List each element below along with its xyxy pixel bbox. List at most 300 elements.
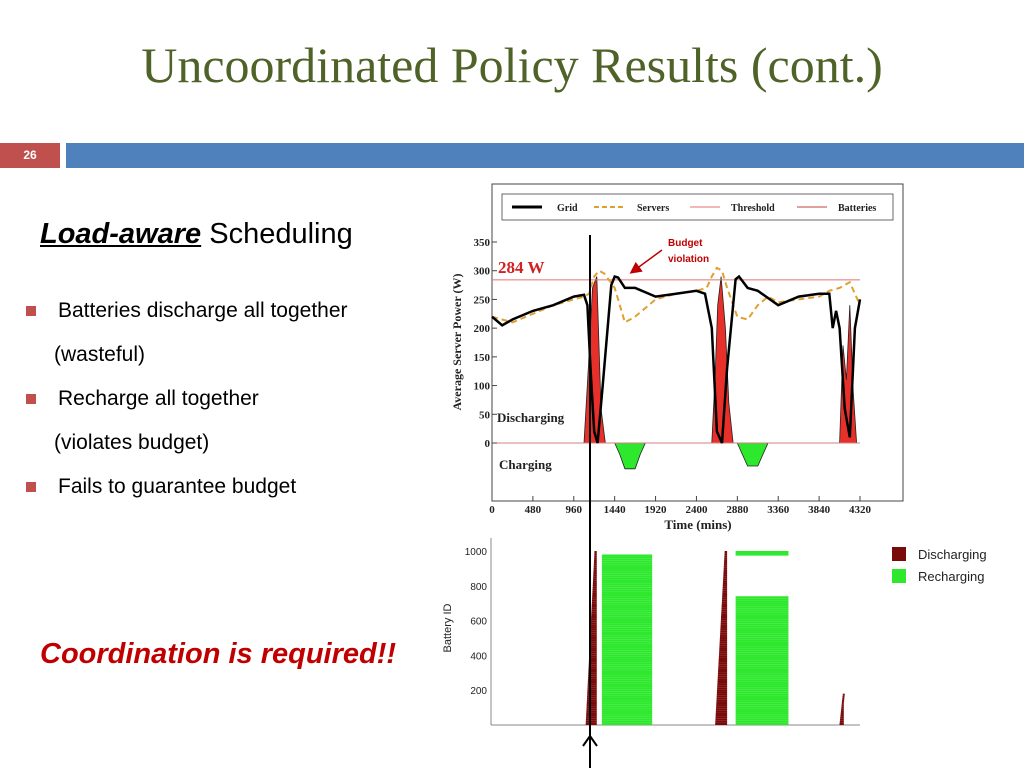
battery-bar: [722, 591, 727, 593]
battery-bar: [723, 585, 727, 587]
battery-y-label: Battery ID: [442, 603, 454, 653]
battery-bar: [841, 710, 844, 712]
battery-bar: [736, 636, 789, 638]
battery-bar: [718, 679, 728, 681]
battery-bar: [718, 666, 727, 668]
battery-bar: [736, 627, 789, 629]
battery-bar: [716, 717, 728, 719]
battery-bar: [724, 570, 728, 572]
battery-bar: [723, 589, 728, 591]
battery-bar: [593, 587, 597, 589]
battery-bar: [593, 582, 597, 584]
battery-bar: [602, 708, 652, 710]
battery-bar: [736, 632, 789, 634]
battery-bar: [720, 639, 727, 641]
battery-bar: [722, 603, 727, 605]
battery-bar: [719, 662, 728, 664]
battery-bar: [586, 712, 597, 714]
battery-bar: [602, 681, 652, 683]
power-y-tick: 50: [479, 409, 490, 422]
battery-bar: [736, 661, 789, 663]
battery-bar: [602, 621, 652, 623]
battery-bar: [717, 698, 728, 700]
battery-bar: [586, 710, 596, 712]
power-y-tick: 0: [484, 438, 490, 450]
battery-bar: [715, 723, 727, 725]
power-y-tick: 100: [473, 380, 490, 393]
battery-bar: [722, 608, 728, 610]
battery-bar: [719, 658, 727, 660]
battery-bar: [592, 593, 596, 595]
battery-bar: [718, 670, 727, 672]
battery-bar: [602, 606, 652, 608]
budget-violation-label-2: violation: [668, 254, 710, 265]
battery-bar: [719, 660, 727, 662]
recharging-block: [602, 554, 652, 725]
battery-bar: [594, 551, 596, 553]
battery-bar: [602, 615, 652, 617]
bullet-text: Batteries discharge all together: [58, 299, 348, 322]
battery-bar: [602, 696, 652, 698]
battery-bar: [602, 573, 652, 575]
battery-bar: [736, 605, 789, 607]
battery-bar: [591, 616, 597, 618]
battery-bar: [723, 582, 727, 584]
recharging-block: [736, 551, 789, 556]
battery-bar: [720, 629, 727, 631]
battery-bar: [602, 559, 652, 561]
battery-bar: [736, 656, 789, 658]
battery-bar: [602, 648, 652, 650]
battery-bar: [602, 582, 652, 584]
battery-bar: [594, 568, 597, 570]
discharging-block: [840, 694, 845, 725]
battery-bar: [602, 717, 652, 719]
battery-bar: [602, 627, 652, 629]
threshold-label: 284 W: [498, 258, 545, 277]
battery-bar: [602, 658, 652, 660]
battery-bar: [721, 614, 727, 616]
battery-bar: [591, 612, 596, 614]
battery-bar: [736, 623, 789, 625]
battery-bar: [591, 626, 597, 628]
battery-bar: [602, 694, 652, 696]
battery-bar: [602, 636, 652, 638]
slide-number: 26: [0, 143, 60, 168]
battery-bar: [602, 604, 652, 606]
battery-bar: [602, 667, 652, 669]
battery-bar: [842, 700, 844, 702]
battery-bar: [719, 650, 727, 652]
battery-bar: [736, 706, 789, 708]
battery-bar: [736, 607, 789, 609]
battery-bar: [718, 675, 727, 677]
battery-bar: [840, 717, 844, 719]
battery-bar: [602, 665, 652, 667]
battery-bar: [724, 566, 727, 568]
battery-bar: [725, 551, 728, 553]
slide-title: Uncoordinated Policy Results (cont.): [141, 37, 883, 93]
battery-bar: [594, 553, 596, 555]
battery-bar: [593, 576, 597, 578]
battery-bar: [736, 681, 789, 683]
battery-bar: [602, 586, 652, 588]
battery-bar: [593, 572, 596, 574]
battery-bar: [602, 688, 652, 690]
budget-violation-label: Budget: [668, 238, 703, 249]
battery-bar: [736, 646, 789, 648]
battery-bar: [736, 702, 789, 704]
battery-bar: [718, 677, 727, 679]
battery-bar: [723, 574, 727, 576]
battery-bar: [736, 723, 789, 725]
battery-bar: [602, 650, 652, 652]
battery-bar: [720, 637, 727, 639]
battery-bar: [602, 619, 652, 621]
battery-bar: [723, 578, 727, 580]
battery-bar: [591, 618, 597, 620]
battery-bar: [602, 663, 652, 665]
battery-bar: [594, 555, 597, 557]
battery-bar: [602, 609, 652, 611]
battery-bar: [586, 721, 597, 723]
battery-bar: [736, 629, 789, 631]
battery-bar: [736, 621, 789, 623]
battery-bar: [592, 603, 597, 605]
battery-bar: [602, 719, 652, 721]
battery-bar: [602, 584, 652, 586]
battery-y-tick: 400: [470, 651, 487, 663]
battery-bar: [717, 696, 727, 698]
battery-bar: [719, 652, 727, 654]
battery-bar: [717, 689, 727, 691]
battery-bar: [717, 681, 727, 683]
battery-bar: [736, 719, 789, 721]
battery-bar: [591, 624, 597, 626]
battery-bar: [736, 611, 789, 613]
battery-bar: [602, 644, 652, 646]
battery-bar: [587, 698, 597, 700]
battery-bar: [736, 663, 789, 665]
battery-bar: [594, 566, 597, 568]
battery-bar: [602, 594, 652, 596]
power-y-tick: 350: [473, 237, 490, 249]
power-x-label: Time (mins): [664, 517, 732, 532]
battery-bar: [736, 619, 789, 621]
battery-bar: [602, 715, 652, 717]
battery-bar: [736, 692, 789, 694]
battery-bar: [722, 593, 727, 595]
battery-bar: [721, 610, 727, 612]
battery-bar: [736, 673, 789, 675]
power-x-tick: 3360: [767, 504, 790, 516]
battery-bar: [736, 659, 789, 661]
battery-bar: [602, 602, 652, 604]
battery-bar: [602, 679, 652, 681]
battery-bar: [736, 650, 789, 652]
battery-bar: [602, 567, 652, 569]
battery-bar: [736, 715, 789, 717]
battery-bar: [602, 675, 652, 677]
battery-bar: [736, 615, 789, 617]
battery-bar: [718, 673, 727, 675]
bullet-text: Recharge all together: [58, 387, 259, 410]
battery-bar: [602, 598, 652, 600]
battery-bar: [717, 691, 727, 693]
battery-bar: [736, 652, 789, 654]
battery-bar: [602, 723, 652, 725]
battery-bar: [586, 723, 597, 725]
battery-bar: [602, 640, 652, 642]
battery-bar: [723, 576, 727, 578]
legend-swatch: [892, 547, 906, 561]
discharging-block: [586, 551, 597, 725]
battery-bar: [719, 647, 727, 649]
battery-bar: [602, 669, 652, 671]
battery-bar: [724, 568, 727, 570]
battery-bar: [736, 671, 789, 673]
battery-plot-area: [491, 538, 860, 725]
battery-bar: [736, 690, 789, 692]
battery-bar: [717, 685, 727, 687]
battery-bar: [602, 629, 652, 631]
battery-bar: [593, 589, 597, 591]
battery-bar: [840, 723, 844, 725]
battery-bar: [602, 698, 652, 700]
battery-bar: [717, 687, 727, 689]
battery-bar: [736, 648, 789, 650]
battery-bar: [720, 626, 727, 628]
power-x-tick: 3840: [808, 504, 831, 516]
coordination-callout: Coordination is required!!: [40, 638, 397, 670]
battery-bar: [602, 671, 652, 673]
battery-bar: [736, 713, 789, 715]
battery-bar: [602, 613, 652, 615]
battery-bar: [602, 654, 652, 656]
battery-bar: [736, 609, 789, 611]
battery-bar: [840, 719, 844, 721]
battery-y-tick: 1000: [464, 547, 487, 558]
battery-bar: [716, 700, 727, 702]
battery-bar: [720, 631, 727, 633]
battery-bar: [586, 717, 597, 719]
battery-bar: [724, 557, 727, 559]
battery-bar: [736, 669, 789, 671]
battery-bar: [721, 618, 727, 620]
battery-bar: [721, 616, 727, 618]
battery-bar: [718, 668, 727, 670]
battery-bar: [594, 561, 597, 563]
battery-bar: [591, 622, 597, 624]
legend-label: Grid: [557, 203, 578, 214]
battery-bar: [602, 642, 652, 644]
battery-bar: [736, 634, 789, 636]
battery-bar: [721, 624, 728, 626]
battery-bar: [722, 606, 727, 608]
battery-bar: [716, 710, 727, 712]
battery-bar: [593, 574, 596, 576]
battery-bar: [602, 652, 652, 654]
battery-bar: [592, 601, 597, 603]
legend-label: Batteries: [838, 203, 877, 214]
battery-bar: [841, 708, 844, 710]
battery-bar: [840, 715, 843, 717]
battery-bar: [590, 637, 597, 639]
battery-bar: [587, 689, 596, 691]
battery-bar: [715, 719, 727, 721]
battery-bar: [594, 557, 597, 559]
battery-bar: [590, 635, 597, 637]
battery-bar: [840, 721, 844, 723]
power-x-tick: 1920: [644, 504, 667, 516]
battery-axis-ticks: [465, 547, 488, 697]
battery-bar: [590, 633, 596, 635]
battery-bar: [716, 706, 727, 708]
battery-bar: [602, 590, 652, 592]
battery-bar: [842, 698, 844, 700]
battery-bar: [721, 622, 727, 624]
battery-bar: [602, 673, 652, 675]
power-x-tick: 0: [489, 504, 495, 516]
battery-bar: [736, 665, 789, 667]
battery-bar: [843, 694, 845, 696]
battery-bar: [602, 577, 652, 579]
battery-bar: [842, 702, 844, 704]
battery-bar: [602, 721, 652, 723]
power-y-tick: 200: [473, 323, 490, 336]
power-y-label: Average Server Power (W): [450, 273, 464, 411]
battery-bar: [841, 712, 844, 714]
battery-bar: [736, 640, 789, 642]
battery-bar: [720, 633, 727, 635]
battery-bar: [723, 587, 727, 589]
heading-rest: Scheduling: [201, 218, 353, 250]
battery-bar: [593, 585, 597, 587]
power-x-tick: 4320: [849, 504, 871, 516]
battery-bar: [736, 700, 789, 702]
battery-bar: [736, 708, 789, 710]
battery-bar: [593, 578, 597, 580]
battery-y-tick: 600: [470, 616, 487, 628]
battery-bar: [602, 579, 652, 581]
battery-bar: [721, 620, 727, 622]
legend-label: Servers: [637, 203, 670, 214]
battery-bar: [602, 565, 652, 567]
battery-bar: [736, 710, 789, 712]
battery-bar: [736, 625, 789, 627]
battery-bar: [587, 691, 596, 693]
power-y-tick: 300: [473, 265, 490, 278]
battery-bar: [722, 595, 727, 597]
battery-bar: [736, 677, 789, 679]
charging-label: Charging: [499, 457, 552, 472]
battery-bar: [602, 563, 652, 565]
battery-bar: [602, 634, 652, 636]
battery-bar: [736, 638, 789, 640]
battery-bar: [602, 571, 652, 573]
bullet-continuation: (violates budget): [54, 431, 210, 454]
battery-bar: [602, 702, 652, 704]
battery-bar: [587, 706, 597, 708]
battery-bar: [736, 698, 789, 700]
battery-bar: [591, 629, 597, 631]
power-x-tick: 1440: [603, 504, 626, 516]
battery-bar: [591, 610, 596, 612]
battery-bar: [592, 597, 597, 599]
battery-bar: [602, 617, 652, 619]
battery-bar: [736, 598, 789, 600]
power-y-tick: 250: [473, 294, 490, 307]
battery-bar: [842, 704, 844, 706]
battery-bar: [602, 661, 652, 663]
battery-bar: [602, 677, 652, 679]
battery-bar: [717, 694, 727, 696]
battery-bar: [602, 596, 652, 598]
battery-bar: [736, 613, 789, 615]
battery-bar: [736, 694, 789, 696]
battery-bar: [587, 700, 597, 702]
battery-bar: [724, 564, 727, 566]
legend-label: Discharging: [918, 547, 987, 562]
battery-bar: [716, 715, 727, 717]
battery-legend: [892, 547, 987, 584]
bullet-continuation: (wasteful): [54, 343, 146, 366]
battery-bar: [602, 692, 652, 694]
battery-bar: [587, 694, 597, 696]
battery-bar: [602, 656, 652, 658]
battery-bar: [719, 656, 727, 658]
legend-label: Threshold: [731, 203, 775, 214]
battery-bar: [593, 580, 597, 582]
battery-bar: [586, 715, 597, 717]
legend-label: Recharging: [918, 569, 985, 584]
battery-bar: [602, 623, 652, 625]
battery-bar: [736, 644, 789, 646]
power-x-tick: 2880: [726, 504, 749, 516]
battery-bar: [736, 683, 789, 685]
heading-emphasis: Load-aware: [40, 218, 202, 250]
battery-bar: [736, 551, 789, 552]
recharging-block: [736, 596, 789, 725]
battery-bar: [587, 704, 597, 706]
battery-bar: [736, 600, 789, 602]
discharging-label: Discharging: [497, 410, 565, 425]
battery-bar: [736, 596, 789, 598]
battery-bar: [588, 687, 597, 689]
battery-bar: [720, 635, 727, 637]
legend-swatch: [892, 569, 906, 583]
battery-bar: [591, 614, 597, 616]
bullet-text: Fails to guarantee budget: [58, 475, 297, 498]
battery-bar: [602, 575, 652, 577]
battery-bar: [602, 710, 652, 712]
battery-bar: [736, 667, 789, 669]
battery-bar: [723, 572, 727, 574]
battery-bar: [736, 654, 789, 656]
battery-bar: [602, 557, 652, 559]
battery-bar: [602, 569, 652, 571]
battery-bar: [602, 704, 652, 706]
battery-bar: [736, 696, 789, 698]
battery-bar: [593, 570, 596, 572]
battery-bar: [586, 708, 596, 710]
battery-bar: [715, 721, 727, 723]
battery-bar: [843, 696, 845, 698]
power-x-tick: 480: [524, 504, 542, 516]
battery-bar: [723, 580, 727, 582]
battery-bar: [724, 555, 727, 557]
battery-bar: [721, 612, 727, 614]
